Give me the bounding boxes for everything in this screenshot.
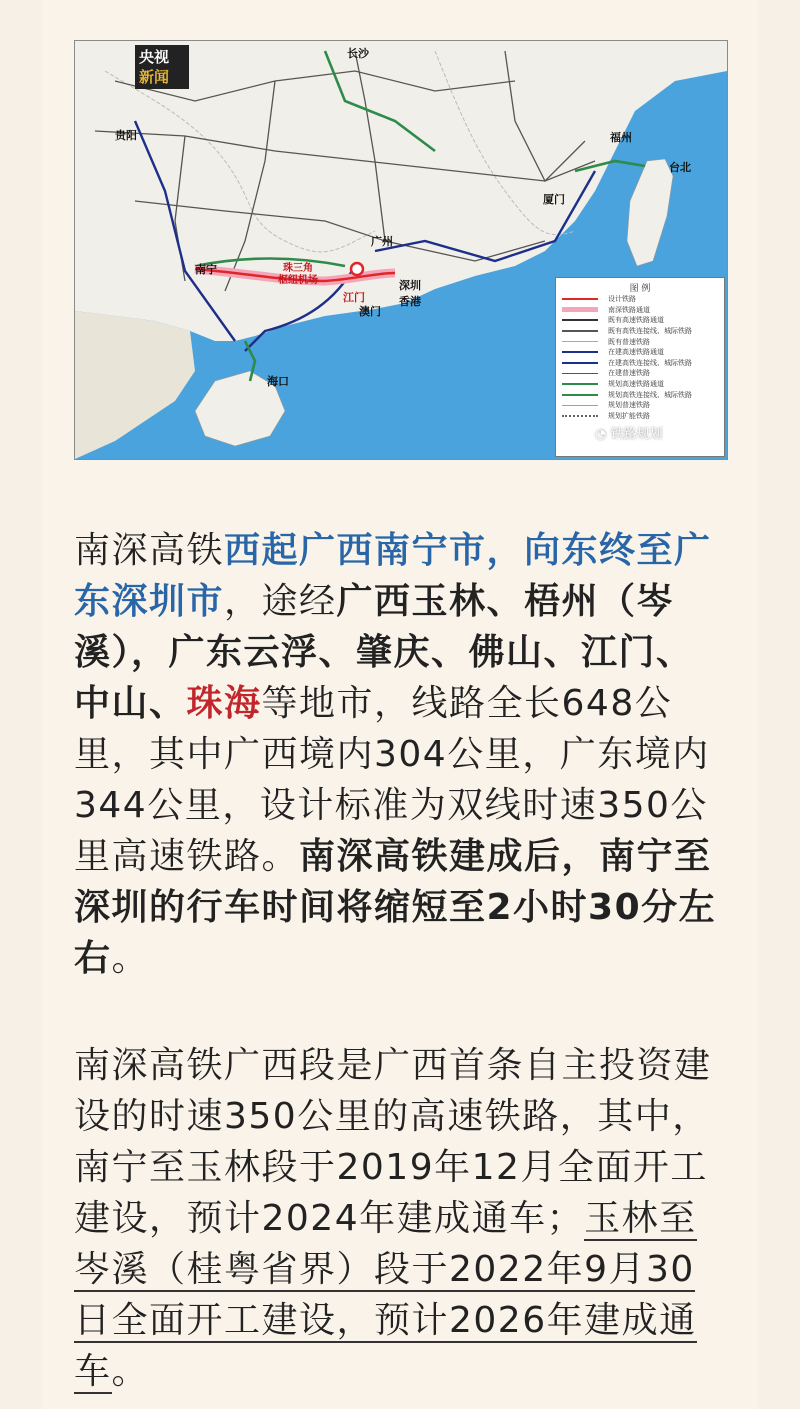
legend-label: 南深铁路通道 [608,305,650,314]
p1-details: 等地市，线路全长648公里，其中广西境内304公里，广东境内344公里，设计标准为双线时速350公里高速铁路。 [74,683,710,877]
legend-swatch [562,341,598,342]
legend-swatch [562,362,598,364]
legend-item [556,315,724,326]
cctv-news-logo [135,45,189,89]
legend-item [556,326,724,337]
legend-item [556,400,724,411]
airport-label-1: 珠三角 [283,263,313,274]
legend-label: 既有高速铁路通道 [608,316,664,325]
city-label: 长沙 [347,47,369,60]
logo-line-2 [139,67,185,87]
logo-line-1: 央视 [139,48,170,66]
legend-label: 在建高铁连接线、城际铁路 [608,358,692,367]
legend-label: 规划高速铁路通道 [608,380,664,389]
legend-swatch [562,298,598,300]
legend-item [556,358,724,369]
city-label: 广州 [371,235,393,248]
p1-travel-time: 南深高铁建成后，南宁至深圳的行车时间将缩短至2小时30分左右 [74,836,717,979]
legend-item [556,305,724,316]
p2-end: 。 [111,1351,150,1392]
legend-swatch [562,415,598,417]
legend-swatch [562,373,598,374]
p1-cities: 广西玉林、梧州（岑溪），广东云浮、肇庆、佛山、江门、中山、 [74,581,694,724]
city-label: 贵阳 [115,129,137,142]
watermark-text: 铁路规划 [610,427,663,442]
paragraph-2 [74,1040,730,1397]
p1-route: 西起广西南宁市，向东终至广东深圳市 [74,530,712,622]
legend-swatch [562,394,598,396]
legend-swatch [562,330,598,332]
legend-swatch [562,351,598,353]
city-label: 澳门 [359,305,381,318]
legend-item [556,368,724,379]
p1-via: ，途经 [224,581,337,622]
city-label: 台北 [669,161,691,174]
legend-swatch [562,319,598,321]
city-label: 厦门 [543,193,565,206]
city-label: 福州 [610,131,632,144]
city-label: 海口 [267,375,289,388]
legend-label: 规划扩能铁路 [608,411,650,420]
legend-swatch [562,383,598,385]
p2-underlined: 玉林至岑溪（桂粤省界）段于2022年9月30日全面开工建设，预计2026年建成通车 [74,1198,697,1392]
legend-label: 设计铁路 [608,295,636,304]
legend-label: 既有普速铁路 [608,337,650,346]
logo-line-2-text: 新闻 [139,68,170,86]
city-label: 深圳 [399,279,421,292]
legend-label: 规划普速铁路 [608,401,650,410]
airport-label [278,263,318,287]
legend-item [556,379,724,390]
legend-item [556,389,724,400]
paragraph-1 [74,525,730,984]
legend-item [556,411,724,422]
city-label: 香港 [399,295,421,308]
wechat-icon: ◔ [595,427,611,442]
legend-label: 规划高铁连接线、城际铁路 [608,390,692,399]
watermark [595,423,663,442]
legend-swatch [562,405,598,406]
legend-label: 在建普速铁路 [608,369,650,378]
legend-label: 在建高速铁路通道 [608,348,664,357]
railway-map [74,40,728,460]
city-label: 江门 [343,291,365,304]
legend-item [556,347,724,358]
legend-item [556,294,724,305]
city-label: 南宁 [195,263,217,276]
legend-label: 既有高铁连接线、城际铁路 [608,327,692,336]
legend-title: 图 例 [629,284,651,294]
p1-subject: 南深高铁 [74,530,225,571]
airport-label-2: 枢纽机场 [278,275,318,286]
p2-intro: 南深高铁广西段是广西首条自主投资建设的时速350公里的高速铁路，其中，南宁至玉林段于2019年12月全面开工建设，预计2024年建成通车； [74,1045,712,1239]
legend-item [556,336,724,347]
legend-swatch [562,307,598,312]
p1-zhuhai: 珠海 [186,683,262,724]
p1-end: 。 [111,938,150,979]
